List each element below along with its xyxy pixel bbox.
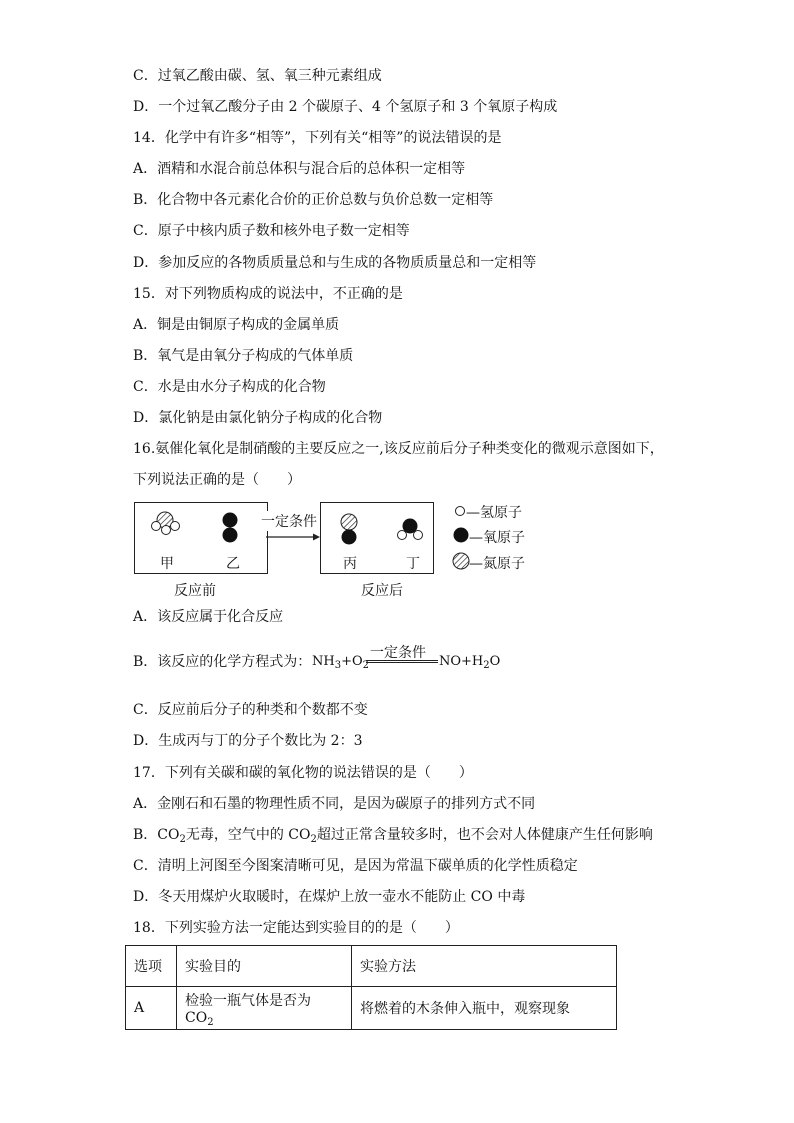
q15-option-a: A．铜是由铜原子构成的金属单质	[133, 317, 340, 333]
q14-option-b: B．化合物中各元素化合价的正价总数与负价总数一定相等	[133, 192, 494, 208]
label-bing: 丙	[343, 556, 357, 572]
water-molecule-icon	[398, 519, 423, 540]
oxygen-atom-icon	[454, 528, 469, 543]
condition-label: 一定条件	[260, 511, 318, 531]
q16-option-b-text: B．该反应的化学方程式为：	[133, 654, 312, 670]
q16-option-c: C．反应前后分子的种类和个数都不变	[133, 702, 368, 718]
label-ding: 丁	[406, 556, 420, 572]
experiment-table	[125, 945, 617, 1030]
q13-option-d: D．一个过氧乙酸分子由 2 个碳原子、4 个氢原子和 3 个氧原子构成	[133, 99, 558, 115]
header-purpose: 实验目的	[177, 946, 352, 987]
q16-option-d: D．生成丙与丁的分子个数比为 2：3	[133, 733, 363, 749]
table-row	[126, 987, 617, 1030]
q14-option-c: C．原子中核内质子数和核外电子数一定相等	[133, 223, 410, 239]
nitric-oxide-molecule-icon	[341, 514, 357, 545]
q15-option-c: C．水是由水分子构成的化合物	[133, 379, 326, 395]
q17-option-b: B．$CO_2$无毒，空气中的 $CO_2$超过正常含量较多时，也不会对人体健康产生任何影响	[133, 827, 653, 845]
q14-option-d: D．参加反应的各物质质量总和与生成的各物质质量总和一定相等	[133, 255, 537, 271]
cell-purpose: 检验一瓶气体是否为 $CO_2$	[177, 987, 352, 1030]
q17-option-c: C．清明上河图至今图案清晰可见，是因为常温下碳单质的化学性质稳定	[133, 858, 578, 874]
q16-option-b	[133, 653, 311, 671]
legend-oxygen: —氧原子	[469, 530, 525, 546]
q15-option-b: B．氧气是由氧分子构成的气体单质	[133, 348, 354, 364]
hydrogen-atom-icon	[456, 507, 465, 516]
cell-option: A	[126, 987, 177, 1030]
q17-option-d: D．冬天用煤炉火取暖时，在煤炉上放一壶水不能防止 CO 中毒	[133, 889, 526, 905]
q15-option-d: D．氯化钠是由氯化钠分子构成的化合物	[133, 410, 383, 426]
caption-after: 反应后	[361, 583, 403, 599]
q16-stem-line1: 16.氨催化氧化是制硝酸的主要反应之一,该反应前后分子种类变化的微观示意图如下，	[133, 441, 664, 457]
q18-stem: 18．下列实验方法一定能达到实验目的的是（ ）	[133, 920, 459, 936]
q14-option-a: A．酒精和水混合前总体积与混合后的总体积一定相等	[133, 161, 466, 177]
oxygen-molecule-icon	[223, 513, 238, 543]
header-method: 实验方法	[352, 946, 617, 987]
q16-stem-line2: 下列说法正确的是（ ）	[133, 472, 301, 488]
label-jia: 甲	[160, 556, 174, 572]
q17-option-a: A．金刚石和石墨的物理性质不同，是因为碳原子的排列方式不同	[133, 796, 536, 812]
cell-method: 将燃着的木条伸入瓶中，观察现象	[352, 987, 617, 1030]
header-option: 选项	[126, 946, 177, 987]
ammonia-molecule-icon	[152, 512, 180, 535]
q13-option-c: C．过氧乙酸由碳、氢、氧三种元素组成	[133, 68, 382, 84]
q15-stem: 15．对下列物质构成的说法中，不正确的是	[133, 286, 403, 302]
q16-option-a: A．该反应属于化合反应	[133, 609, 284, 625]
q14-stem: 14．化学中有许多“相等”，下列有关“相等”的说法错误的是	[133, 130, 502, 146]
caption-before: 反应前	[174, 583, 216, 599]
nitrogen-atom-icon	[453, 553, 469, 569]
q17-stem: 17．下列有关碳和碳的氧化物的说法错误的是（ ）	[133, 765, 473, 781]
label-yi: 乙	[226, 556, 240, 572]
legend-nitrogen: —氮原子	[469, 556, 525, 572]
equation-condition: 一定条件	[370, 645, 426, 661]
legend-hydrogen: —氢原子	[466, 505, 522, 521]
table-header-row	[126, 946, 617, 987]
